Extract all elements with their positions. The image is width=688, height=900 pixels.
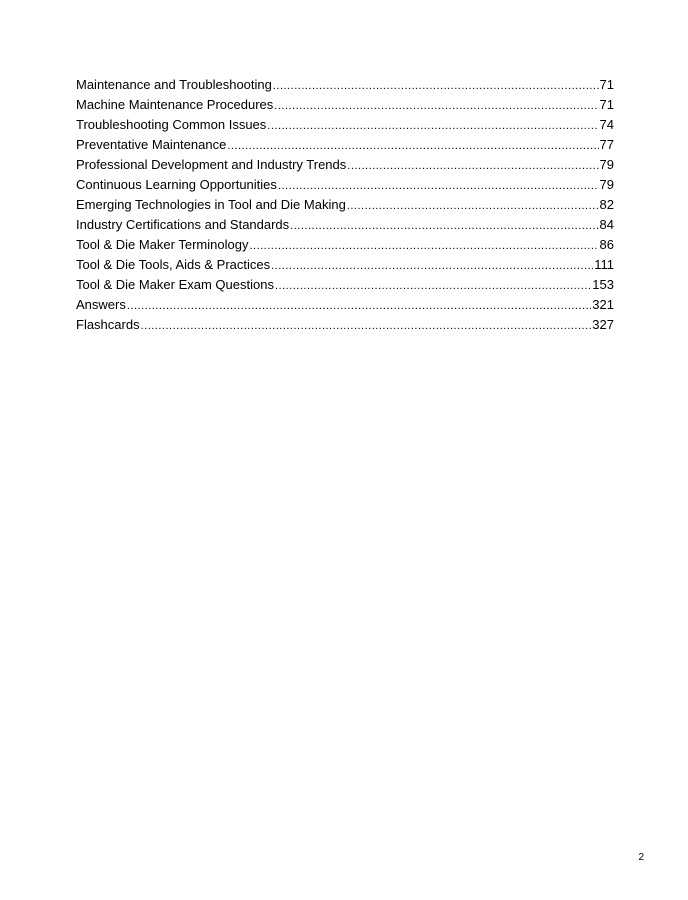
toc-entry[interactable] xyxy=(76,75,614,95)
toc-dot-leader xyxy=(271,256,593,276)
toc-dot-leader xyxy=(141,316,592,336)
toc-entry[interactable] xyxy=(76,175,614,195)
toc-entry-title: Answers xyxy=(76,297,126,312)
toc-entry-page: 153 xyxy=(592,277,614,292)
toc-dot-leader xyxy=(275,276,591,296)
toc-dot-leader xyxy=(273,76,599,96)
table-of-contents xyxy=(76,75,614,335)
toc-entry-title: Tool & Die Maker Exam Questions xyxy=(76,277,274,292)
toc-entry[interactable] xyxy=(76,235,614,255)
toc-entry-title: Maintenance and Troubleshooting xyxy=(76,77,272,92)
toc-entry-title: Continuous Learning Opportunities xyxy=(76,177,277,192)
toc-dot-leader xyxy=(347,196,599,216)
toc-entry-page: 79 xyxy=(599,177,614,192)
toc-dot-leader xyxy=(227,136,598,156)
toc-entry[interactable] xyxy=(76,215,614,235)
toc-dot-leader xyxy=(274,96,598,116)
toc-entry-page: 111 xyxy=(594,257,614,272)
toc-entry-page: 84 xyxy=(599,217,614,232)
toc-dot-leader xyxy=(347,156,598,176)
toc-entry-page: 77 xyxy=(599,137,614,152)
toc-entry-title: Tool & Die Maker Terminology xyxy=(76,237,249,252)
toc-dot-leader xyxy=(127,296,591,316)
toc-entry[interactable] xyxy=(76,275,614,295)
toc-entry[interactable] xyxy=(76,195,614,215)
toc-entry[interactable] xyxy=(76,135,614,155)
toc-entry[interactable] xyxy=(76,115,614,135)
toc-entry-title: Emerging Technologies in Tool and Die Making xyxy=(76,197,346,212)
toc-entry-page: 82 xyxy=(599,197,614,212)
toc-entry[interactable] xyxy=(76,295,614,315)
toc-entry-page: 71 xyxy=(599,97,614,112)
toc-entry[interactable] xyxy=(76,155,614,175)
toc-entry-page: 79 xyxy=(599,157,614,172)
toc-entry-title: Troubleshooting Common Issues xyxy=(76,117,267,132)
toc-entry-title: Flashcards xyxy=(76,317,140,332)
toc-entry-title: Professional Development and Industry Trends xyxy=(76,157,347,172)
toc-dot-leader xyxy=(249,236,598,256)
toc-entry-title: Industry Certifications and Standards xyxy=(76,217,290,232)
toc-dot-leader xyxy=(267,116,598,136)
toc-entry-page: 321 xyxy=(592,297,614,312)
toc-entry[interactable] xyxy=(76,95,614,115)
toc-dot-leader xyxy=(290,216,598,236)
toc-entry[interactable] xyxy=(76,315,614,335)
toc-entry-page: 71 xyxy=(599,77,614,92)
toc-entry[interactable] xyxy=(76,255,614,275)
page-number: 2 xyxy=(638,852,644,863)
toc-entry-title: Preventative Maintenance xyxy=(76,137,227,152)
toc-entry-title: Tool & Die Tools, Aids & Practices xyxy=(76,257,271,272)
toc-dot-leader xyxy=(278,176,599,196)
toc-entry-page: 86 xyxy=(599,237,614,252)
toc-entry-title: Machine Maintenance Procedures xyxy=(76,97,274,112)
toc-entry-page: 74 xyxy=(599,117,614,132)
toc-entry-page: 327 xyxy=(592,317,614,332)
